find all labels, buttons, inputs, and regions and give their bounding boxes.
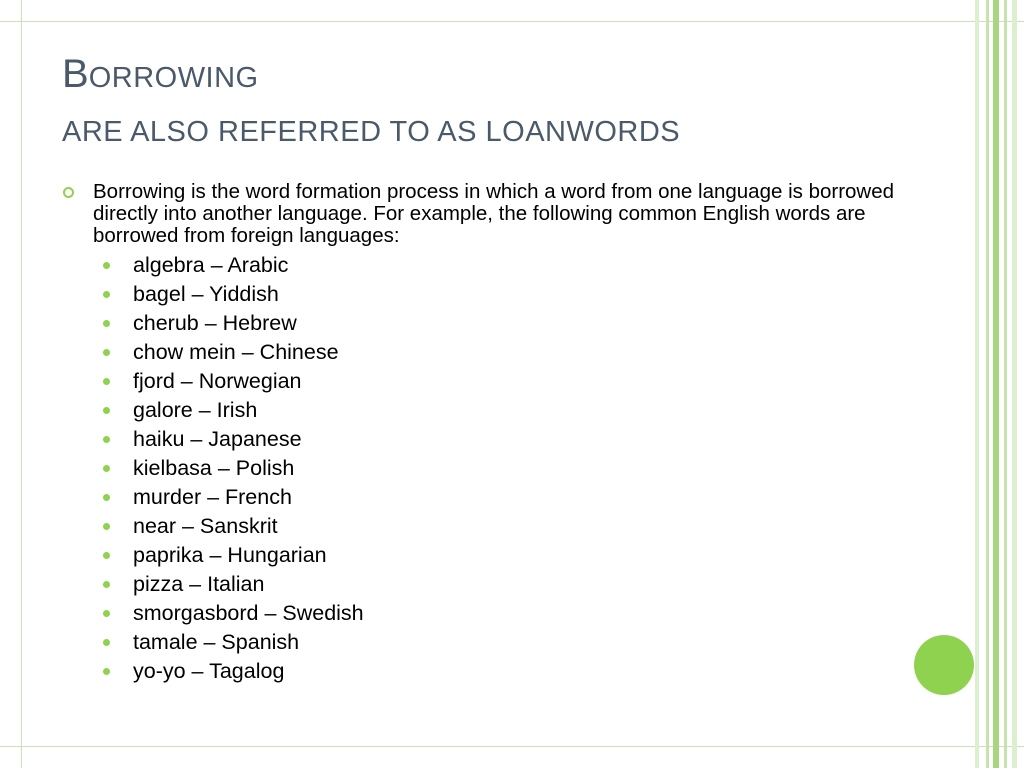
decorative-stripe — [993, 0, 999, 768]
list-item — [62, 396, 922, 425]
slide-body — [62, 181, 922, 686]
frame-left-line — [21, 0, 22, 768]
list-item-text: cherub – Hebrew — [133, 311, 297, 335]
dot-bullet-icon — [103, 465, 110, 472]
list-item — [62, 338, 922, 367]
decorative-circle — [914, 635, 974, 695]
dot-bullet-icon — [103, 291, 110, 298]
dot-bullet-icon — [103, 349, 110, 356]
list-item-text: yo-yo – Tagalog — [133, 659, 285, 683]
list-item — [62, 280, 922, 309]
list-item — [62, 570, 922, 599]
list-item — [62, 483, 922, 512]
list-item-text: fjord – Norwegian — [133, 369, 302, 393]
list-item-text: murder – French — [133, 485, 292, 509]
list-item — [62, 367, 922, 396]
title-line-2: ARE ALSO REFERRED TO AS LOANWORDS — [62, 116, 681, 148]
list-item — [62, 657, 922, 686]
list-item — [62, 251, 922, 280]
dot-bullet-icon — [103, 378, 110, 385]
dot-bullet-icon — [103, 523, 110, 530]
list-item — [62, 454, 922, 483]
dot-bullet-icon — [103, 639, 110, 646]
list-item-text: near – Sanskrit — [133, 514, 278, 538]
list-item-text: chow mein – Chinese — [133, 340, 339, 364]
decorative-stripe — [975, 0, 979, 768]
dot-bullet-icon — [103, 552, 110, 559]
list-item-text: tamale – Spanish — [133, 630, 300, 654]
list-item-text: bagel – Yiddish — [133, 282, 279, 306]
dot-bullet-icon — [103, 494, 110, 501]
main-bullet — [62, 181, 922, 247]
dot-bullet-icon — [103, 436, 110, 443]
title-line-1 — [62, 54, 680, 98]
list-item-text: smorgasbord – Swedish — [133, 601, 364, 625]
examples-list — [62, 251, 922, 686]
ring-bullet-icon — [63, 187, 74, 198]
title-rest: ORROWING — [88, 62, 259, 94]
list-item-text: haiku – Japanese — [133, 427, 302, 451]
list-item — [62, 628, 922, 657]
decorative-stripe — [986, 0, 989, 768]
frame-top-line — [0, 21, 1024, 22]
list-item — [62, 599, 922, 628]
list-item-text: paprika – Hungarian — [133, 543, 327, 567]
list-item — [62, 512, 922, 541]
list-item — [62, 425, 922, 454]
dot-bullet-icon — [103, 320, 110, 327]
list-item-text: galore – Irish — [133, 398, 258, 422]
intro-text: Borrowing is the word formation process in which a word from one language is borrowed directly into another language. For example, the following common English words are borrowed from foreign languages: — [93, 180, 895, 247]
decorative-stripe — [1004, 0, 1007, 768]
list-item — [62, 541, 922, 570]
dot-bullet-icon — [103, 262, 110, 269]
title-initial: B — [62, 52, 89, 96]
decorative-stripe — [1012, 0, 1017, 768]
dot-bullet-icon — [103, 668, 110, 675]
dot-bullet-icon — [103, 581, 110, 588]
frame-bottom-line — [0, 746, 1024, 747]
list-item-text: kielbasa – Polish — [133, 456, 295, 480]
slide-title — [62, 54, 680, 147]
list-item — [62, 309, 922, 338]
dot-bullet-icon — [103, 407, 110, 414]
dot-bullet-icon — [103, 610, 110, 617]
list-item-text: pizza – Italian — [133, 572, 265, 596]
list-item-text: algebra – Arabic — [133, 253, 289, 277]
